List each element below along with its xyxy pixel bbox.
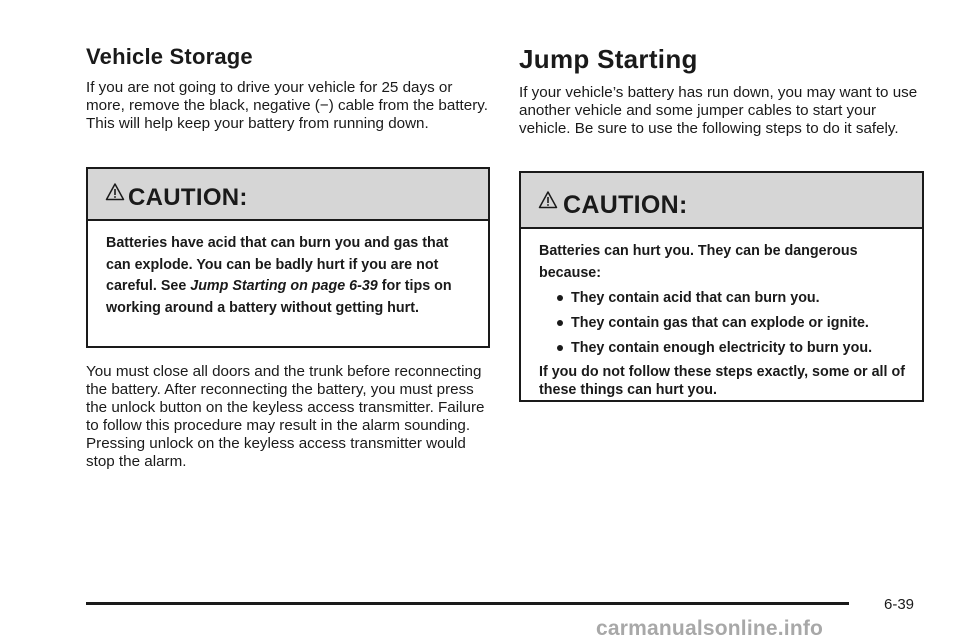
cross-reference-link[interactable]: Jump Starting on page 6-39 xyxy=(190,278,378,294)
list-item: They contain acid that can burn you. xyxy=(539,286,908,311)
reconnect-instructions: You must close all doors and the trunk before reconnecting the battery. After reconnecting the battery, you must press the unlock button on the keyless access transmitter. Failure to follow this procedure may result in the alarm sounding. Pressing unlock on the keyless access transmitter would stop the alarm. xyxy=(86,363,485,470)
page-number: 6-39 xyxy=(884,596,915,613)
hazard-list xyxy=(539,286,908,361)
caution-body xyxy=(521,229,922,399)
vehicle-storage-intro: If you are not going to drive your vehicle for 25 days or more, remove the black, negative (−) cable from the battery. This will help keep your battery from running down. xyxy=(86,79,488,132)
caution-box-battery-acid xyxy=(86,167,490,348)
vehicle-storage-heading: Vehicle Storage xyxy=(86,44,253,69)
list-item: They contain gas that can explode or ignite. xyxy=(539,311,908,336)
jump-starting-intro: If your vehicle’s battery has run down, you may want to use another vehicle and some jumper cables to start your vehicle. Be sure to use the following steps to do it safely. xyxy=(519,84,918,137)
caution-closing: If you do not follow these steps exactly, some or all of these things can hurt you. xyxy=(539,364,905,398)
caution-box-battery-hazards xyxy=(519,171,924,402)
warning-triangle-icon xyxy=(105,182,125,202)
warning-triangle-icon xyxy=(538,190,558,210)
caution-text: Batteries have acid that can burn you and gas that can explode. You can be badly hurt if you are not careful. See xyxy=(106,235,449,294)
caution-lead: Batteries can hurt you. They can be dangerous because: xyxy=(539,243,858,281)
watermark: carmanualsonline.info xyxy=(596,617,960,640)
caution-text-continued: for tips on working around a battery without getting hurt. xyxy=(106,278,452,316)
list-item: They contain enough electricity to burn you. xyxy=(539,336,908,361)
caution-header xyxy=(521,173,922,229)
caution-header xyxy=(88,169,488,221)
caution-body xyxy=(88,221,488,319)
caution-title: CAUTION: xyxy=(563,191,688,219)
jump-starting-heading: Jump Starting xyxy=(519,44,698,74)
caution-title: CAUTION: xyxy=(128,184,248,211)
footer-rule xyxy=(86,602,849,605)
